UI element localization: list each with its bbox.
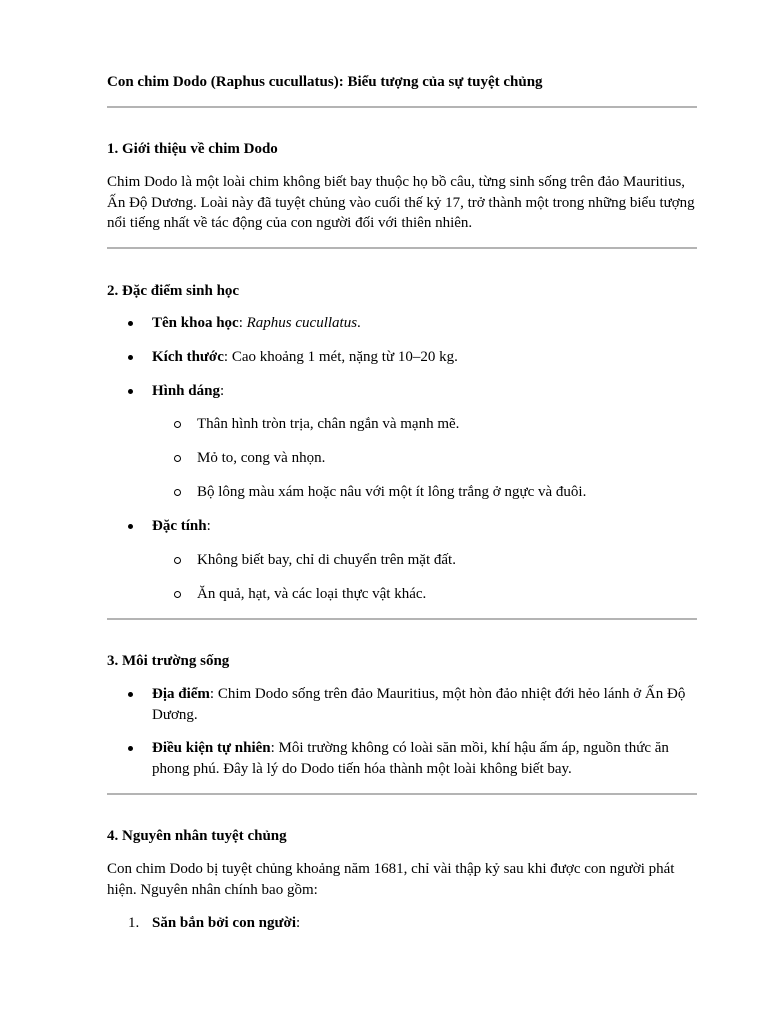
item-label: Điều kiện tự nhiên [152, 740, 271, 756]
bullet-icon [128, 321, 133, 326]
item-value: Chim Dodo sống trên đảo Mauritius, một hòn đảo nhiệt đới hẻo lánh ở Ấn Độ Dương. [152, 686, 686, 723]
list-item-location [152, 684, 697, 725]
sub-item-text: Thân hình tròn trịa, chân ngắn và mạnh mẽ. [197, 416, 460, 432]
section-1-paragraph: Chim Dodo là một loài chim không biết bay thuộc họ bồ câu, từng sinh sống trên đảo Mauritius, Ấn Độ Dương. Loài này đã tuyệt chủng vào cuối thế kỷ 17, trở thành một trong những biểu tượng nổi tiếng nhất về tác động của con người đối với thiên nhiên. [107, 174, 695, 231]
list-item-shape [152, 381, 697, 402]
item-label: Địa điểm [152, 686, 210, 702]
section-2-heading: 2. Đặc điểm sinh học [107, 283, 240, 299]
item-label: Hình dáng [152, 383, 220, 399]
document-title: Con chim Dodo (Raphus cucullatus): Biểu tượng của sự tuyệt chủng [107, 74, 543, 90]
sub-list-item [197, 482, 697, 502]
sub-item-text: Ăn quả, hạt, và các loại thực vật khác. [197, 586, 427, 602]
item-value: Raphus cucullatus [246, 315, 358, 331]
sub-item-text: Mỏ to, cong và nhọn. [197, 450, 326, 466]
bullet-icon [128, 692, 133, 697]
divider [107, 618, 697, 620]
bullet-icon [128, 746, 133, 751]
item-separator: : [270, 740, 279, 756]
sub-list-item [197, 448, 697, 468]
list-item-conditions [152, 738, 697, 779]
item-separator: : [223, 349, 232, 365]
item-label: Săn bắn bởi con người [152, 915, 297, 931]
item-label: Đặc tính [152, 518, 207, 534]
item-separator: : [219, 383, 225, 399]
numbered-item-hunting [128, 913, 697, 933]
section-4-heading: 4. Nguyên nhân tuyệt chủng [107, 828, 287, 844]
item-value: Cao khoảng 1 mét, nặng từ 10–20 kg. [231, 349, 458, 365]
section-4-paragraph: Con chim Dodo bị tuyệt chủng khoảng năm 1681, chỉ vài thập kỷ sau khi được con người phát hiện. Nguyên nhân chính bao gồm: [107, 861, 675, 898]
divider [107, 247, 697, 249]
item-separator: : [209, 686, 218, 702]
sub-list-item [197, 414, 697, 434]
circle-bullet-icon [174, 489, 181, 496]
item-separator: : [296, 915, 301, 931]
circle-bullet-icon [174, 455, 181, 462]
section-3-heading: 3. Môi trường sống [107, 653, 230, 669]
item-label: Kích thước [152, 349, 224, 365]
bullet-icon [128, 355, 133, 360]
sub-list-item [197, 584, 697, 604]
list-item-size [152, 347, 697, 368]
divider [107, 106, 697, 108]
item-label: Tên khoa học [152, 315, 239, 331]
bullet-icon [128, 524, 133, 529]
sub-list-item [197, 550, 697, 570]
circle-bullet-icon [174, 591, 181, 598]
item-number: 1. [128, 915, 140, 931]
circle-bullet-icon [174, 557, 181, 564]
item-separator: : [238, 315, 247, 331]
bullet-icon [128, 389, 133, 394]
divider [107, 793, 697, 795]
item-value: Môi trường không có loài săn mồi, khí hậu ấm áp, nguồn thức ăn phong phú. Đây là lý do Dodo tiến hóa thành một loài không biết bay. [152, 740, 669, 777]
section-1-heading: 1. Giới thiệu về chim Dodo [107, 141, 278, 157]
item-end: . [357, 315, 361, 331]
item-separator: : [206, 518, 211, 534]
sub-item-text: Bộ lông màu xám hoặc nâu với một ít lông trắng ở ngực và đuôi. [197, 484, 587, 500]
list-item-scientific-name [152, 313, 697, 334]
sub-item-text: Không biết bay, chỉ di chuyển trên mặt đất. [197, 552, 456, 568]
list-item-traits [152, 516, 697, 537]
circle-bullet-icon [174, 421, 181, 428]
